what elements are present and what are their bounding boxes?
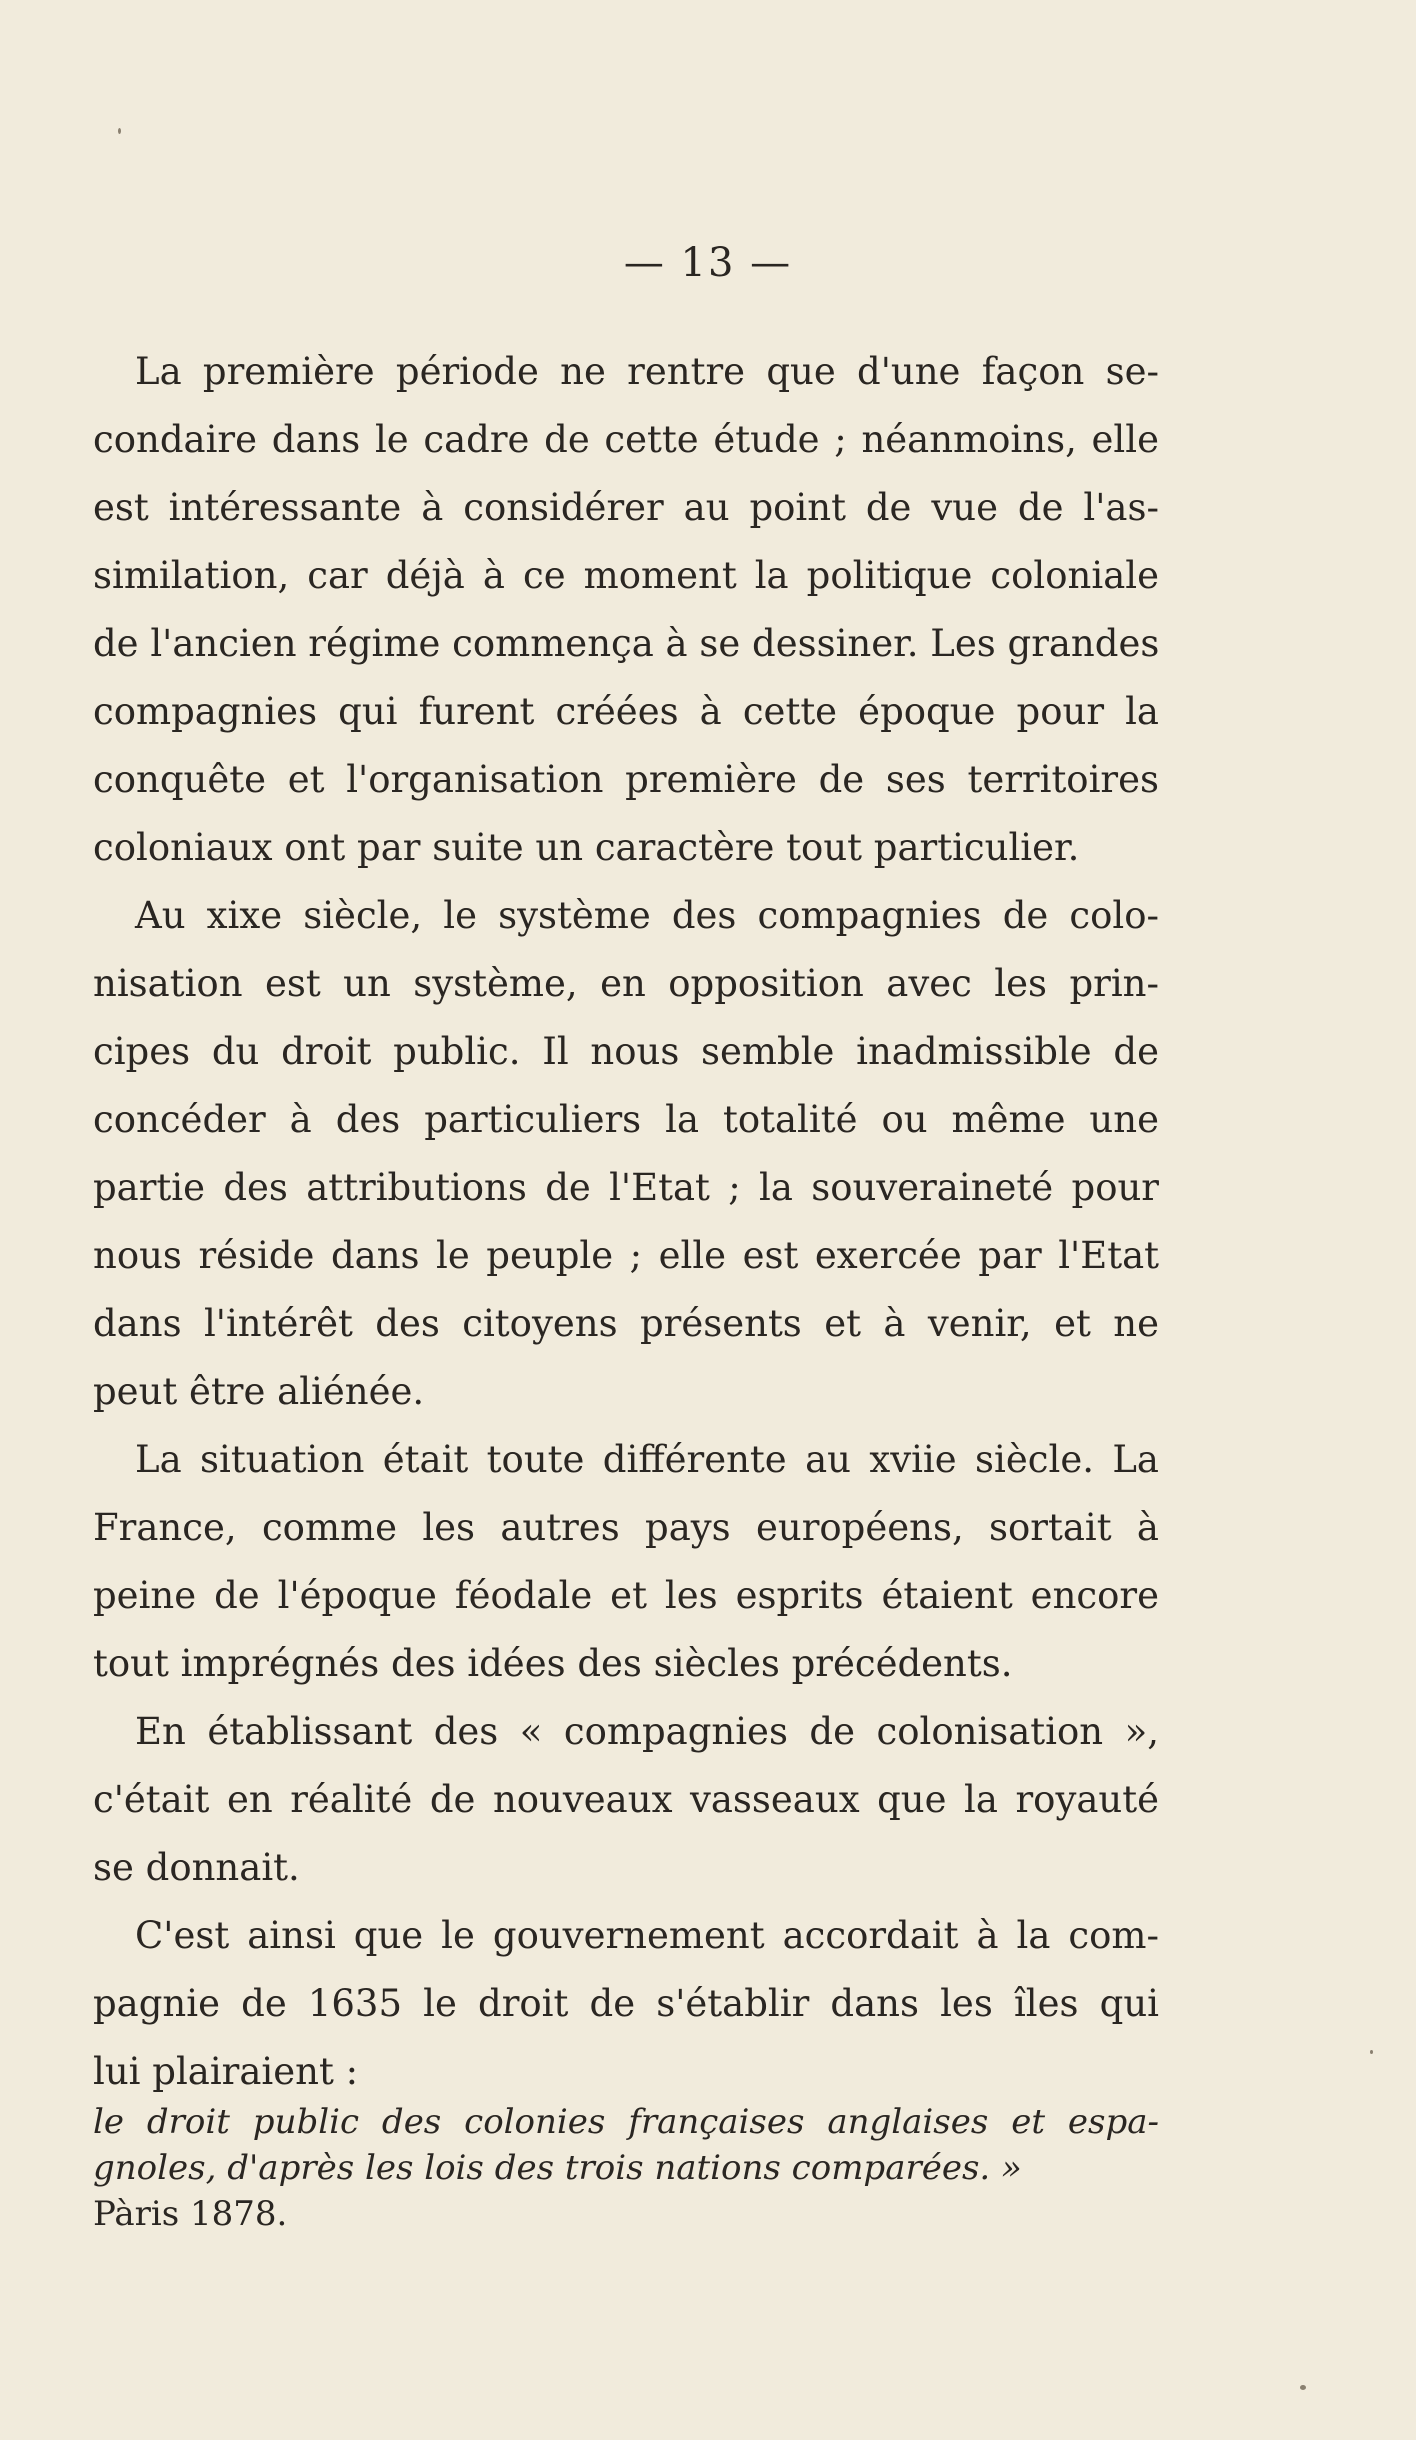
body-line: de l'ancien régime commença à se dessiner. Les grandes	[93, 622, 1160, 665]
body-line: compagnies qui furent créées à cette époque pour la	[93, 690, 1159, 733]
paper-speck	[1370, 2050, 1373, 2054]
paper-speck	[1300, 2385, 1306, 2390]
body-line: peine de l'époque féodale et les esprits étaient encore	[93, 1574, 1159, 1617]
body-line: Au xixe siècle, le système des compagnies de colo-	[135, 894, 1159, 937]
paper-speck	[118, 128, 121, 134]
footnote-line: le droit public des colonies françaises anglaises et espa-	[93, 2102, 1159, 2142]
body-line: se donnait.	[93, 1846, 300, 1889]
footnote-line: Pàris 1878.	[93, 2194, 288, 2234]
body-line: nisation est un système, en opposition avec les prin-	[93, 962, 1159, 1005]
body-line: C'est ainsi que le gouvernement accordait à la com-	[135, 1914, 1159, 1957]
body-line: peut être aliénée.	[93, 1370, 425, 1413]
body-line: pagnie de 1635 le droit de s'établir dans les îles qui	[93, 1982, 1159, 2025]
body-line: tout imprégnés des idées des siècles précédents.	[93, 1642, 1013, 1685]
body-line: condaire dans le cadre de cette étude ; néanmoins, elle	[93, 418, 1159, 461]
body-line: partie des attributions de l'Etat ; la souveraineté pour	[93, 1166, 1159, 1209]
body-line: La première période ne rentre que d'une façon se-	[135, 350, 1159, 393]
body-line: similation, car déjà à ce moment la politique coloniale	[93, 554, 1159, 597]
body-line: coloniaux ont par suite un caractère tout particulier.	[93, 826, 1080, 869]
body-line: conquête et l'organisation première de ses territoires	[93, 758, 1159, 801]
body-line: concéder à des particuliers la totalité ou même une	[93, 1098, 1159, 1141]
footnote-line: gnoles, d'après les lois des trois nations comparées. »	[93, 2148, 1022, 2188]
body-line: c'était en réalité de nouveaux vasseaux que la royauté	[93, 1778, 1159, 1821]
body-line: La situation était toute différente au xviie siècle. La	[135, 1438, 1159, 1481]
page-number: — 13 —	[623, 240, 793, 286]
body-line: nous réside dans le peuple ; elle est exercée par l'Etat	[93, 1234, 1159, 1277]
body-line: est intéressante à considérer au point de vue de l'as-	[93, 486, 1159, 529]
body-line: En établissant des « compagnies de colonisation »,	[135, 1710, 1159, 1753]
body-line: cipes du droit public. Il nous semble inadmissible de	[93, 1030, 1159, 1073]
body-line: dans l'intérêt des citoyens présents et à venir, et ne	[93, 1302, 1159, 1345]
body-line: lui plairaient :	[93, 2050, 359, 2093]
body-line: France, comme les autres pays européens, sortait à	[93, 1506, 1159, 1549]
